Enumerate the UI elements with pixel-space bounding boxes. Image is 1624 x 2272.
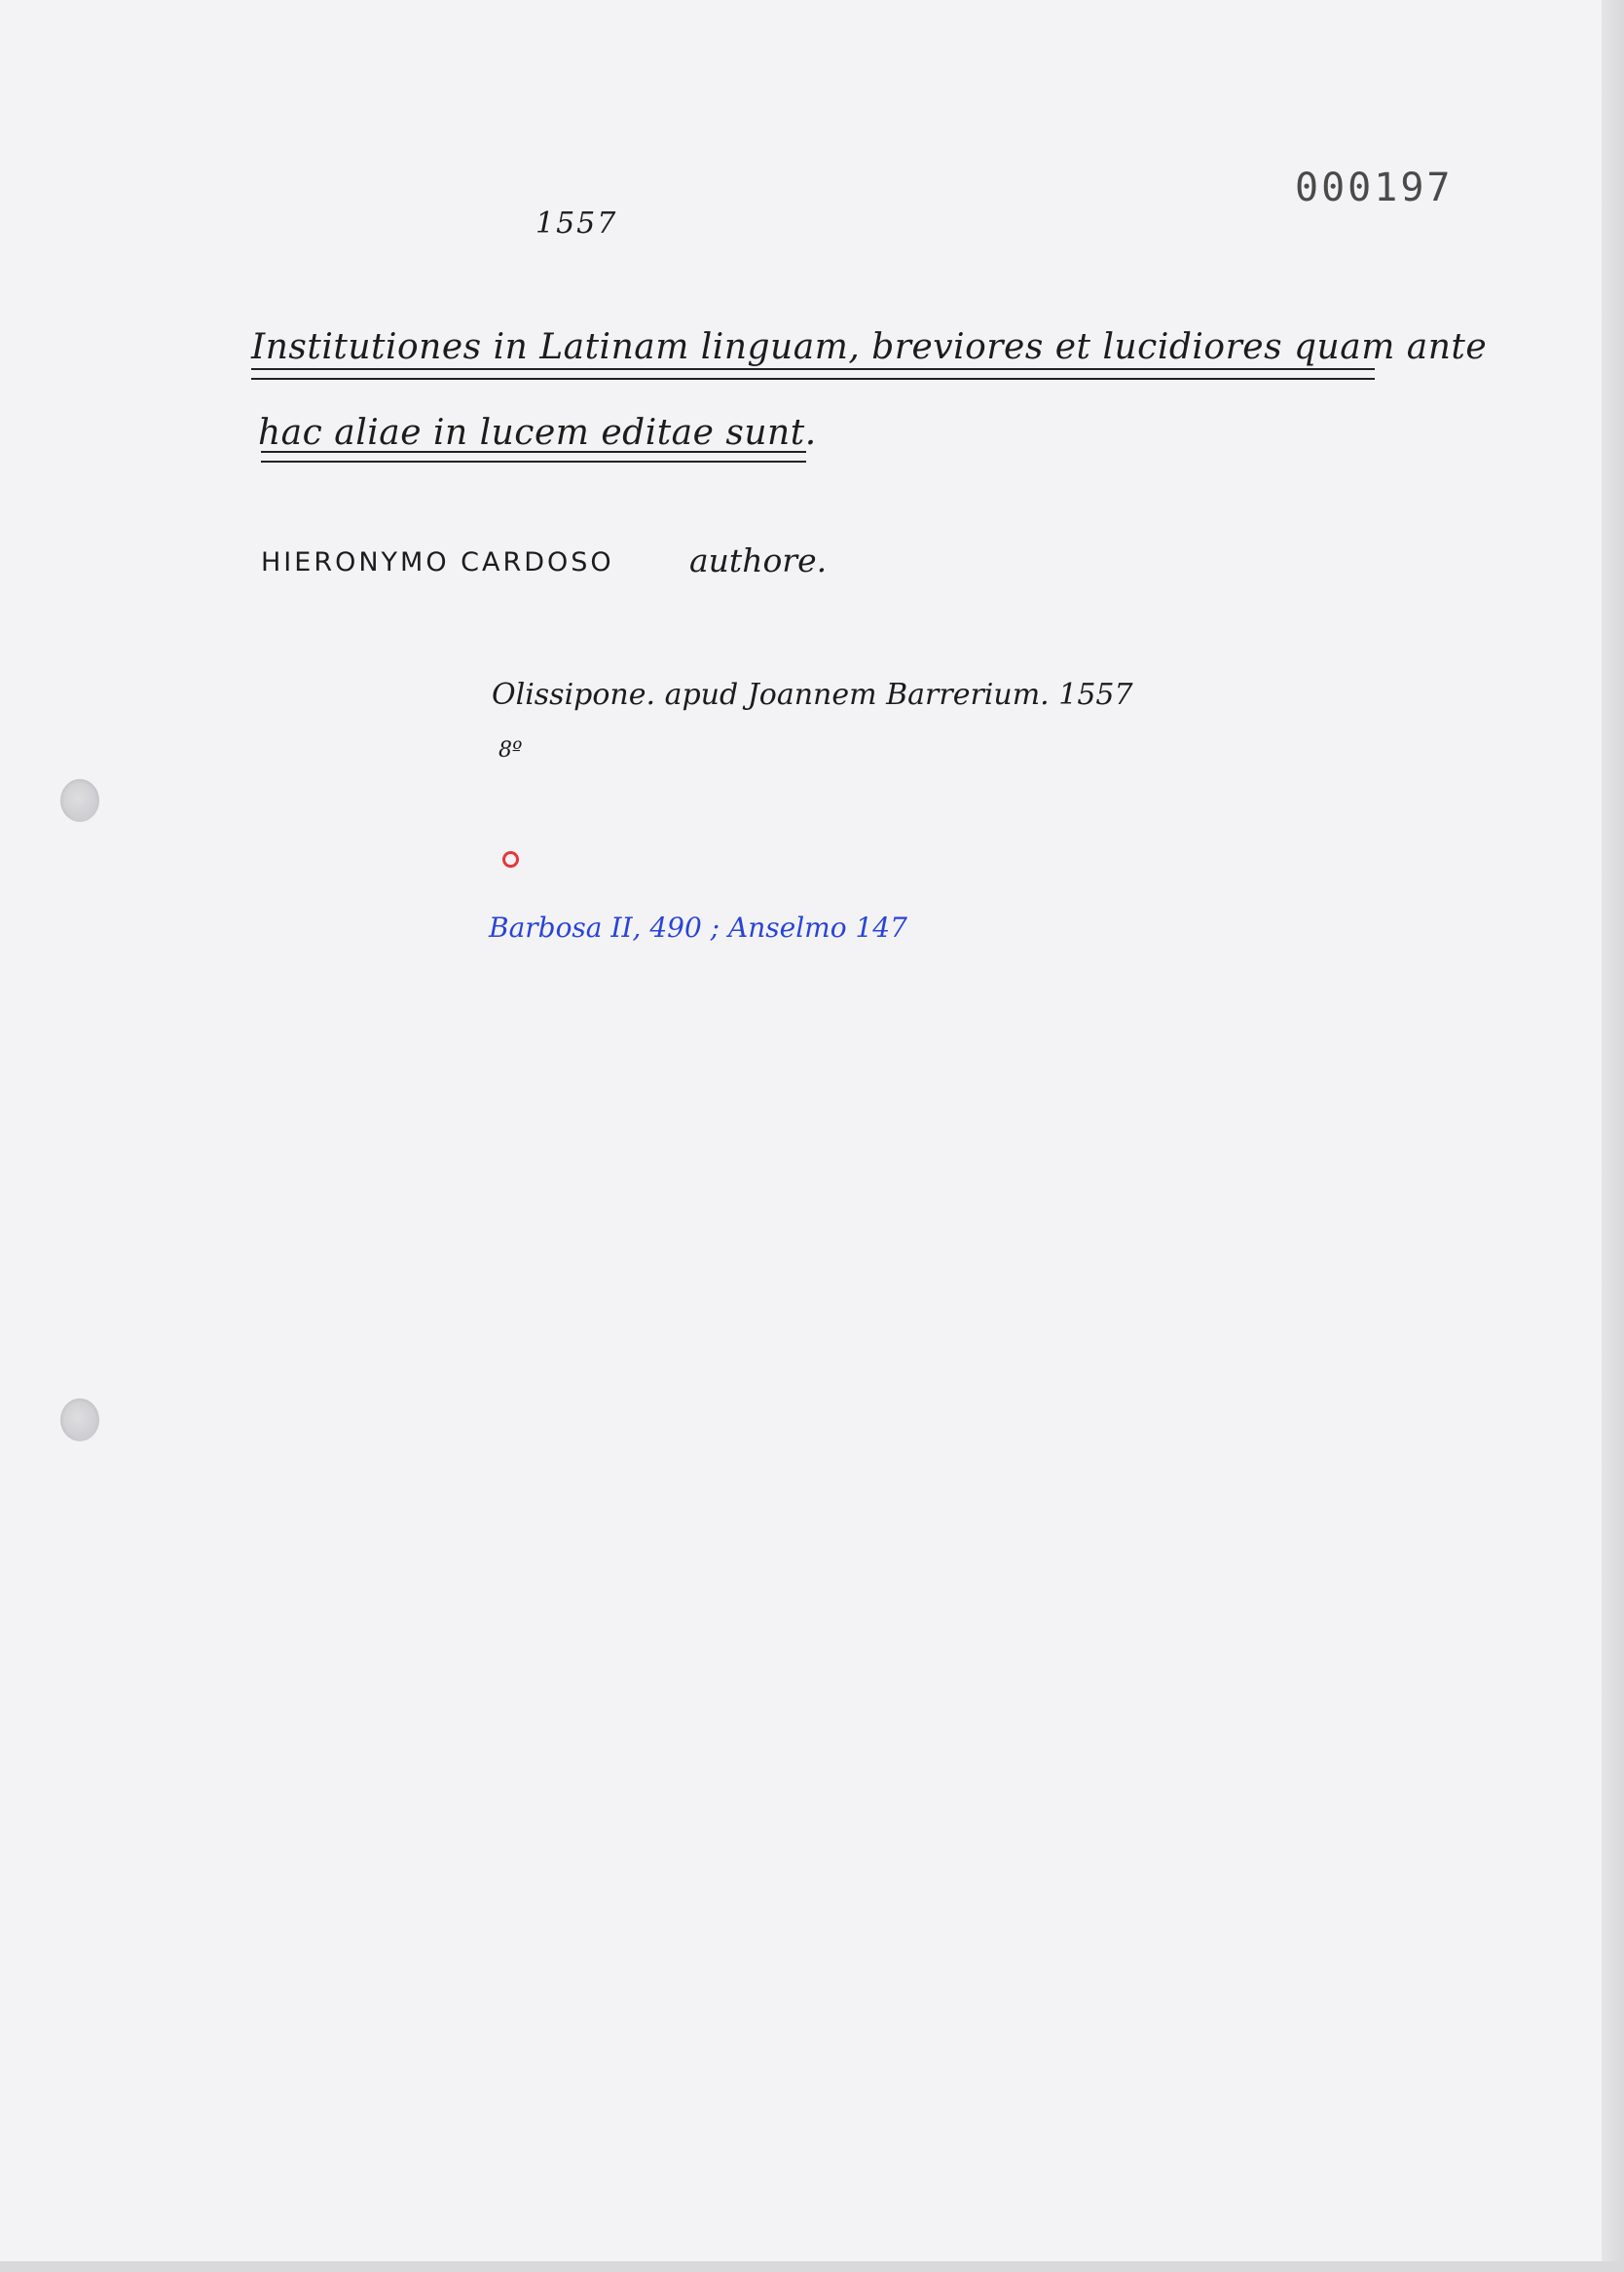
bibliographic-references: Barbosa II, 490 ; Anselmo 147 xyxy=(489,912,907,944)
scan-edge-right xyxy=(1602,0,1624,2272)
record-number: 000197 xyxy=(1295,166,1454,210)
imprint: Olissipone. apud Joannem Barrerium. 1557 xyxy=(492,678,1133,712)
punch-hole-top xyxy=(60,779,99,822)
scan-edge-bottom xyxy=(0,2261,1624,2272)
year-heading: 1557 xyxy=(535,206,618,241)
format: 8º xyxy=(498,738,523,763)
author-role: authore. xyxy=(689,541,828,579)
title-underline-2 xyxy=(261,451,806,463)
author-name: HIERONYMO CARDOSO xyxy=(261,547,614,577)
title-line-2: hac aliae in lucem editae sunt. xyxy=(258,413,817,453)
punch-hole-bottom xyxy=(60,1398,99,1441)
title-line-1: Institutiones in Latinam linguam, breviores et lucidiores quam ante xyxy=(251,327,1488,367)
title-underline-1 xyxy=(251,368,1375,380)
red-circle-mark xyxy=(502,851,519,868)
